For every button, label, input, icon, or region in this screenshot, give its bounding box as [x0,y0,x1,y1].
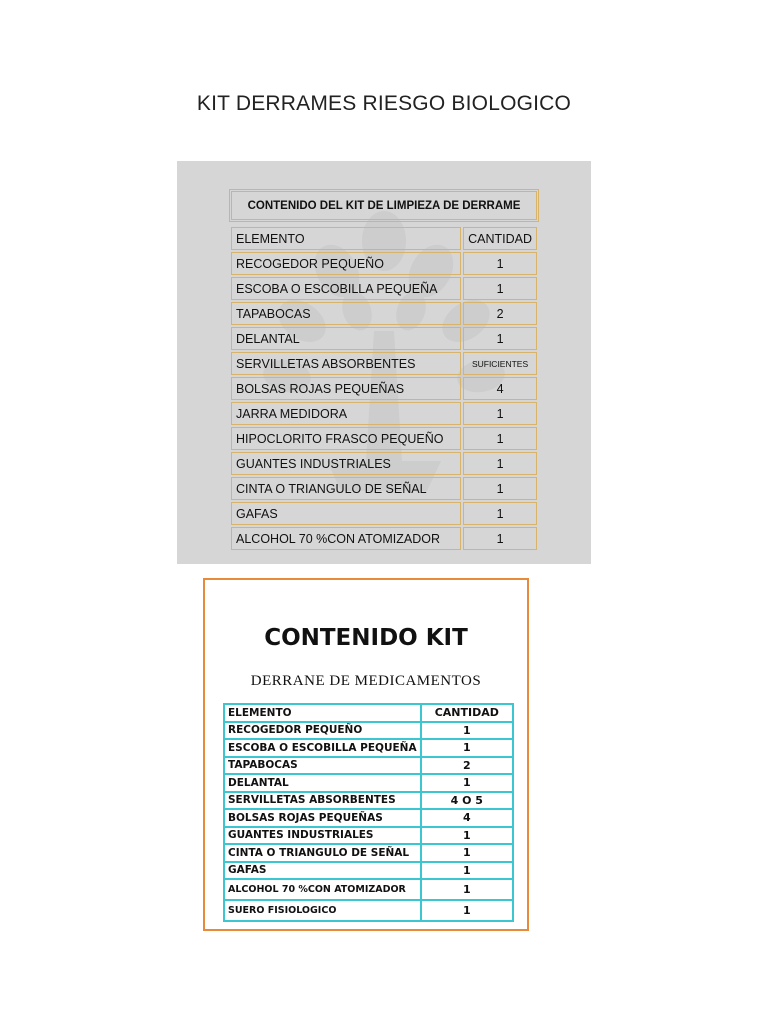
item-quantity: 1 [421,722,513,740]
table-row [224,879,513,900]
item-quantity: 1 [463,327,537,350]
table-row [231,277,537,300]
item-quantity: 1 [421,844,513,862]
medication-kit-title: CONTENIDO KIT [264,625,468,651]
table-row [224,809,513,827]
item-quantity: 1 [463,427,537,450]
item-name: ALCOHOL 70 %CON ATOMIZADOR [224,879,421,900]
item-quantity: 1 [421,900,513,921]
table-row [224,792,513,810]
item-name: RECOGEDOR PEQUEÑO [224,722,421,740]
item-name: CINTA O TRIANGULO DE SEÑAL [224,844,421,862]
table-row [231,402,537,425]
item-name: TAPABOCAS [224,757,421,775]
item-quantity: 2 [421,757,513,775]
item-quantity: 1 [463,277,537,300]
item-name: HIPOCLORITO FRASCO PEQUEÑO [231,427,461,450]
table-row [231,302,537,325]
item-name: BOLSAS ROJAS PEQUEÑAS [224,809,421,827]
table-row [224,827,513,845]
document-title: KIT DERRAMES RIESGO BIOLOGICO [196,92,572,115]
item-quantity: 1 [421,827,513,845]
item-name: GAFAS [231,502,461,525]
item-quantity: 1 [463,402,537,425]
table-row [231,327,537,350]
item-quantity: 1 [463,452,537,475]
table-row [224,862,513,880]
item-quantity: 1 [463,252,537,275]
table-row [231,502,537,525]
item-name: SERVILLETAS ABSORBENTES [231,352,461,375]
table-row [224,739,513,757]
item-name: CINTA O TRIANGULO DE SEÑAL [231,477,461,500]
table-row [231,477,537,500]
table-row [224,774,513,792]
item-quantity: 1 [463,477,537,500]
item-name: DELANTAL [231,327,461,350]
item-quantity: 1 [421,879,513,900]
table-header-row [224,704,513,722]
table-row [231,252,537,275]
item-quantity: 1 [421,774,513,792]
item-name: SUERO FISIOLOGICO [224,900,421,921]
column-header-elemento: ELEMENTO [231,227,461,250]
table-row [231,352,537,375]
table-row [224,844,513,862]
item-quantity: 1 [463,527,537,550]
table-row [231,377,537,400]
table-row [224,900,513,921]
item-name: ESCOBA O ESCOBILLA PEQUEÑA [224,739,421,757]
column-header-elemento: ELEMENTO [224,704,421,722]
column-header-cantidad: CANTIDAD [463,227,537,250]
table-header-row [231,227,537,250]
item-name: DELANTAL [224,774,421,792]
column-header-cantidad: CANTIDAD [421,704,513,722]
item-quantity: SUFICIENTES [463,352,537,375]
item-name: GAFAS [224,862,421,880]
item-name: JARRA MEDIDORA [231,402,461,425]
item-quantity: 1 [421,862,513,880]
medication-kit-table [223,703,514,922]
biological-kit-table [229,225,539,552]
table-row [224,757,513,775]
item-name: TAPABOCAS [231,302,461,325]
table-row [231,427,537,450]
item-quantity: 4 O 5 [421,792,513,810]
item-name: GUANTES INDUSTRIALES [231,452,461,475]
item-name: GUANTES INDUSTRIALES [224,827,421,845]
item-quantity: 4 [421,809,513,827]
biological-kit-header: CONTENIDO DEL KIT DE LIMPIEZA DE DERRAME [229,189,539,222]
biological-kit-image [177,161,591,564]
item-quantity: 1 [421,739,513,757]
table-row [231,452,537,475]
item-quantity: 2 [463,302,537,325]
table-row [224,722,513,740]
item-name: ALCOHOL 70 %CON ATOMIZADOR [231,527,461,550]
item-quantity: 1 [463,502,537,525]
medication-kit-subtitle: DERRANE DE MEDICAMENTOS [250,673,482,689]
item-quantity: 4 [463,377,537,400]
item-name: RECOGEDOR PEQUEÑO [231,252,461,275]
item-name: BOLSAS ROJAS PEQUEÑAS [231,377,461,400]
medication-kit-panel [203,578,529,931]
item-name: ESCOBA O ESCOBILLA PEQUEÑA [231,277,461,300]
item-name: SERVILLETAS ABSORBENTES [224,792,421,810]
table-row [231,527,537,550]
